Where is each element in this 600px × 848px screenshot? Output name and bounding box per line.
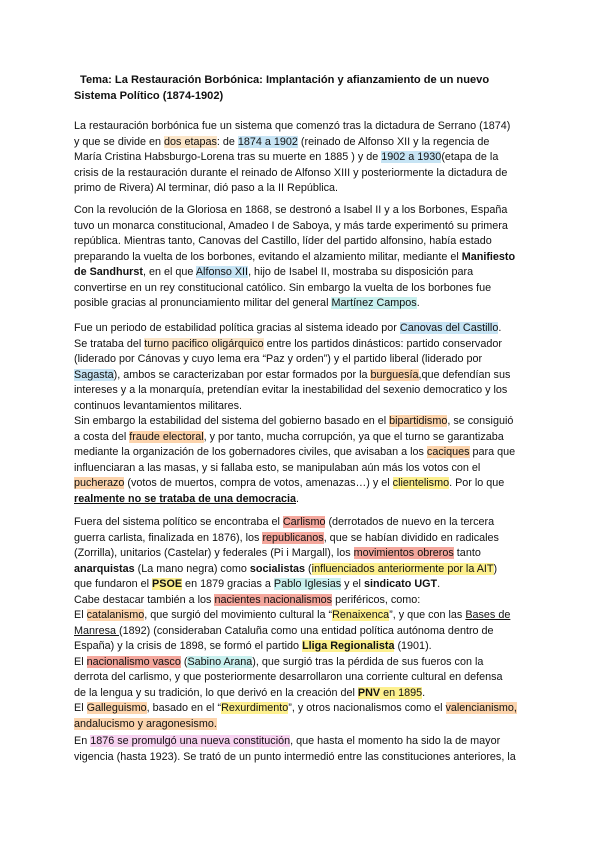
text-span: : de <box>216 135 238 148</box>
underlined-phrase: Manresa <box>74 624 120 637</box>
text-line: convertirse en un rey constitucional católico. Sin embargo la vuelta de los borbones fue <box>74 281 492 294</box>
text-span: , que hasta el momento ha sido la de mayor <box>290 735 501 747</box>
highlight-phrase: Alfonso XII <box>195 266 249 278</box>
text-line: continuos levantamientos militares. <box>74 399 243 412</box>
text-span: ,que defendían sus <box>418 368 511 381</box>
text-span: , que surgió del movimiento cultural la “ <box>144 609 333 621</box>
text-span: El <box>74 609 87 621</box>
highlight-phrase: burguesía <box>370 368 419 381</box>
text-span: , se consiguió <box>447 415 514 427</box>
bold-phrase: anarquistas <box>74 562 135 575</box>
text-span: (reinado de Alfonso XII y la regencia de <box>297 135 490 148</box>
document-title <box>74 72 544 104</box>
highlight-phrase: en 1895 <box>380 686 423 699</box>
highlight-phrase: Renaixenca <box>332 609 390 621</box>
text-span: (etapa de la <box>441 151 499 163</box>
bold-phrase: de Sandhurst <box>74 266 143 278</box>
paragraph-opposition <box>74 515 534 732</box>
underlined-phrase: Bases de <box>465 609 511 621</box>
bold-phrase: Manifiesto <box>461 250 516 263</box>
text-span: mediante la organización de los gobernadores civiles, que avisaban a los <box>74 446 427 458</box>
text-span: . <box>437 578 441 590</box>
text-line <box>74 476 534 492</box>
text-span: que fundaron el <box>74 578 153 590</box>
text-line: La restauración borbónica fue un sistema que comenzó tras la dictadura de Serrano (1874) <box>74 120 511 132</box>
text-span: España) y la crisis de 1898, se formó el partido <box>74 640 303 652</box>
highlight-phrase: clientelismo <box>392 477 450 489</box>
text-span: , y por tanto, mucha corrupción, ya que el turno se garantizaba <box>203 430 504 443</box>
text-span: ), ambos se caracterizaban por estar formados por la <box>113 368 371 381</box>
text-span: posible gracias al pronunciamiento militar del general <box>74 297 332 309</box>
text-span: entre los partidos dinásticos: partido conservador <box>263 337 502 350</box>
text-span: (votos de muertos, compra de votos, amenazas…) y el <box>124 477 393 489</box>
highlight-phrase: nacionalismo vasco <box>86 655 181 668</box>
bold-phrase: sindicato UGT <box>363 578 438 590</box>
text-span: (1892) (consideraban Cataluña como una entidad política autónoma dentro de <box>119 624 494 637</box>
text-line <box>74 135 534 151</box>
text-span: (La mano negra) como <box>134 562 250 575</box>
text-line <box>74 296 534 312</box>
highlight-phrase: PSOE <box>152 578 183 590</box>
text-span: , en el que <box>143 266 196 278</box>
text-line <box>74 562 534 578</box>
text-span: , basado en el “ <box>146 702 222 714</box>
highlight-phrase: Galleguismo <box>86 702 147 714</box>
text-span: María Cristina Habsburgo-Lorena tras su muerte en 1885 ) y de <box>74 151 382 163</box>
text-span: Sin embargo la estabilidad del sistema del gobierno basado en el <box>74 415 390 427</box>
text-line: vigencia (hasta 1923). Se trató de un punto intermedió entre las constituciones anteriores, la <box>74 750 516 763</box>
paragraph-background <box>74 203 534 312</box>
highlight-phrase: fraude electoral <box>129 430 204 443</box>
text-line <box>74 717 534 733</box>
text-span: ”, y que con las <box>389 609 466 621</box>
text-line <box>74 701 534 717</box>
text-span: El <box>74 655 87 668</box>
highlight-phrase: andalucismo y aragonesismo. <box>74 717 217 730</box>
text-line <box>74 734 534 750</box>
text-line <box>74 430 534 446</box>
text-span: Fue un periodo de estabilidad política gracias al sistema ideado por <box>74 322 400 334</box>
text-line: Con la revolución de la Gloriosa en 1868, se destronó a Isabel II y a los Borbones, España <box>74 204 508 216</box>
text-span: . <box>416 297 420 309</box>
highlight-phrase: Carlismo <box>282 516 326 528</box>
title-line-1: Tema: La Restauración Borbónica: Implantación y afianzamiento de un nuevo <box>80 74 490 86</box>
text-span: (derrotados de nuevo en la tercera <box>325 516 495 528</box>
text-span: , hijo de Isabel II, mostraba su disposición para <box>248 266 474 278</box>
text-span: guerra carlista, finalizada en 1876), los <box>74 531 263 544</box>
text-span: . <box>422 686 426 699</box>
text-line: (liderado por Cánovas y cuyo lema era “Paz y orden”) y el partido liberal (liderado por <box>74 353 483 365</box>
text-span: periféricos, como: <box>332 593 421 606</box>
text-line: derrota del carlismo, y que posteriormente desarrollaron una corriente cultural en defensa <box>74 671 503 683</box>
bold-underlined-phrase: realmente no se trataba de una democracia <box>74 492 297 505</box>
text-span: ”, y otros nacionalismos como el <box>288 702 446 714</box>
text-line <box>74 492 534 508</box>
highlight-phrase: movimientos obreros <box>353 547 454 559</box>
highlight-phrase: catalanismo <box>86 609 145 621</box>
highlight-phrase: caciques <box>426 446 470 458</box>
highlight-phrase: Sagasta <box>74 368 114 381</box>
text-span: a costa del <box>74 430 130 443</box>
text-line <box>74 515 534 531</box>
highlight-phrase: Martínez Campos <box>331 297 417 309</box>
text-line: tuvo un monarca constitucional, Amadeo I de Saboya, y más tarde experimentó su primera <box>74 219 508 232</box>
text-span: ( <box>180 655 188 668</box>
text-line <box>74 546 534 562</box>
text-line <box>74 265 534 281</box>
text-line <box>74 624 534 640</box>
highlight-phrase: 1876 se promulgó una nueva constitución <box>90 735 291 747</box>
text-span: Cabe destacar también a los <box>74 593 215 606</box>
text-span: Se trataba del <box>74 337 145 350</box>
highlight-phrase: nacientes nacionalismos <box>214 593 333 606</box>
highlight-phrase: Rexurdimento <box>221 702 289 714</box>
highlight-phrase: Sabino Arana <box>187 655 253 668</box>
text-span: y que se divide en <box>74 135 165 148</box>
text-span: (Zorrilla), unitarios (Castelar) y federales (Pi i Margall), los <box>74 547 354 559</box>
text-line <box>74 321 534 337</box>
text-line <box>74 337 534 353</box>
highlight-phrase: dos etapas <box>164 135 217 148</box>
text-line: crisis de la restauración durante el reinado de Alfonso XIII y posteriormente la dictadura de <box>74 166 508 179</box>
text-line: influenciaran a las masas, y si fallaba esto, se manipulaban aún más los votos con el <box>74 461 481 474</box>
text-span: para que <box>469 446 516 458</box>
text-line <box>74 608 534 624</box>
text-line <box>74 577 534 593</box>
text-span: En <box>74 735 91 747</box>
text-line <box>74 686 534 702</box>
text-span: , que se habían dividido en radicales <box>323 531 499 544</box>
text-line <box>74 655 534 671</box>
text-span: en 1879 gracias a <box>182 578 274 590</box>
paragraph-constitution <box>74 734 534 765</box>
text-span: (1901). <box>394 640 432 652</box>
highlight-phrase: 1874 a 1902 <box>237 135 298 148</box>
highlight-phrase: Pablo Iglesias <box>273 578 342 590</box>
text-line: intereses y a la monarquía, pretendían evitar la inestabilidad del sexenio democratico y los <box>74 384 508 396</box>
text-span: de la lengua y su tradición, lo que derivó en la creación del <box>74 686 358 699</box>
highlight-phrase: 1902 a 1930 <box>381 151 442 163</box>
text-line <box>74 250 534 266</box>
text-line <box>74 531 534 547</box>
highlight-phrase: PNV <box>357 686 381 699</box>
text-line <box>74 414 534 430</box>
text-span: El <box>74 702 87 714</box>
paragraph-intro <box>74 119 534 197</box>
paragraph-turno <box>74 321 534 507</box>
highlight-phrase: turno pacifico oligárquico <box>144 337 264 350</box>
text-line <box>74 593 534 609</box>
title-line-2: Sistema Político (1874-1902) <box>74 90 224 102</box>
bold-phrase: socialistas <box>249 562 306 575</box>
text-span: ), que surgió tras la pérdida de sus fueros con la <box>252 655 484 668</box>
highlight-phrase: Lliga Regionalista <box>302 640 395 652</box>
highlight-phrase: pucherazo <box>74 477 125 489</box>
text-span: . <box>498 322 502 334</box>
highlight-phrase: influenciados anteriormente por la AIT <box>311 562 494 575</box>
text-line <box>74 150 534 166</box>
text-span: Fuera del sistema político se encontraba el <box>74 516 283 528</box>
text-span: y el <box>341 578 364 590</box>
text-span: preparando la vuelta de los borbones, evitando el alzamiento militar, mediante el <box>74 250 462 263</box>
text-span: . Por lo que <box>449 477 505 489</box>
highlight-phrase: valencianismo, <box>445 702 517 714</box>
text-line: república. Mientras tanto, Canovas del Castillo, líder del partido alfonsino, había estado <box>74 235 492 247</box>
text-line <box>74 368 534 384</box>
text-span: . <box>296 492 300 505</box>
highlight-phrase: bipartidismo <box>389 415 448 427</box>
text-line <box>74 639 534 655</box>
text-line: primo de Rivera) Al terminar, dió paso a la II República. <box>74 182 339 194</box>
highlight-phrase: Canovas del Castillo <box>399 322 499 334</box>
text-span: tanto <box>453 547 481 559</box>
text-span: ) <box>493 562 498 575</box>
text-line <box>74 445 534 461</box>
highlight-phrase: republicanos <box>262 531 324 544</box>
text-span: ( <box>305 562 312 575</box>
